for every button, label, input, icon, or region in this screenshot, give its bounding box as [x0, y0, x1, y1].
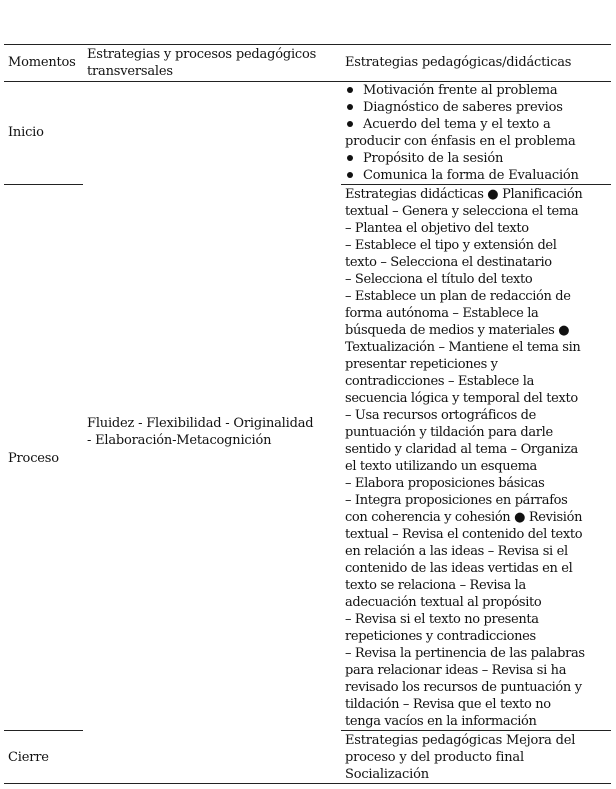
strategy-line: texto se relaciona – Revisa la — [345, 578, 526, 593]
strategy-line: búsqueda de medios y materiales ● — [345, 323, 570, 338]
cierre-strategies — [345, 732, 611, 783]
bullet-icon — [347, 155, 353, 161]
strategy-line: texto – Selecciona el destinatario — [345, 255, 552, 270]
moment-inicio: Inicio — [8, 125, 44, 140]
strategy-line: textual – Genera y selecciona el tema — [345, 204, 579, 219]
strategy-line: forma autónoma – Establece la — [345, 306, 539, 321]
list-item: Diagnóstico de saberes previos — [345, 99, 611, 116]
inicio-bottom-rule-col1 — [4, 184, 83, 185]
strategy-line: proceso y del producto final — [345, 750, 524, 765]
strategy-line: tenga vacíos en la información — [345, 714, 537, 729]
bullet-icon — [347, 104, 353, 110]
strategy-line: el texto utilizando un esquema — [345, 459, 537, 474]
strategy-line: – Integra proposiciones en párrafos — [345, 493, 568, 508]
proceso-bottom-rule-col1 — [4, 730, 83, 731]
strategy-line: contradicciones – Establece la — [345, 374, 535, 389]
strategy-line: presentar repeticiones y — [345, 357, 498, 372]
strategy-line: – Elabora proposiciones básicas — [345, 476, 545, 491]
strategy-line: – Plantea el objetivo del texto — [345, 221, 529, 236]
moment-cierre: Cierre — [8, 750, 49, 765]
list-item: Comunica la forma de Evaluación — [345, 167, 611, 184]
strategy-line: puntuación y tildación para darle — [345, 425, 553, 440]
moment-proceso: Proceso — [8, 451, 59, 466]
strategy-line: en relación a las ideas – Revisa si el — [345, 544, 568, 559]
table-bottom-rule — [4, 783, 611, 784]
header-didacticas: Estrategias pedagógicas/didácticas — [345, 55, 572, 70]
proceso-bottom-rule-col3 — [341, 730, 611, 731]
bullet-icon — [347, 121, 353, 127]
strategy-line: – Usa recursos ortográficos de — [345, 408, 536, 423]
strategy-line: adecuación textual al propósito — [345, 595, 542, 610]
strategy-line: textual – Revisa el contenido del texto — [345, 527, 583, 542]
strategy-line: – Revisa si el texto no presenta — [345, 612, 539, 627]
bullet-icon — [347, 172, 353, 178]
strategy-line: contenido de las ideas vertidas en el — [345, 561, 573, 576]
header-transversal: Estrategias y procesos pedagógicos transversales — [87, 47, 317, 79]
list-item: Acuerdo del tema y el texto a — [345, 116, 611, 133]
header-momentos: Momentos — [8, 55, 76, 70]
transversal-line: - Elaboración-Metacognición — [87, 433, 272, 448]
list-item: Propósito de la sesión — [345, 150, 611, 167]
strategy-line: Estrategias didácticas ● Planificación — [345, 187, 583, 202]
inicio-bottom-rule-col3 — [341, 184, 611, 185]
table-top-rule — [4, 44, 611, 45]
strategy-line: – Revisa la pertinencia de las palabras — [345, 646, 585, 661]
strategy-line: – Selecciona el título del texto — [345, 272, 533, 287]
strategy-line: sentido y claridad al tema – Organiza — [345, 442, 578, 457]
list-item: Motivación frente al problema — [345, 82, 611, 99]
strategy-line: revisado los recursos de puntuación y — [345, 680, 582, 695]
strategy-line: – Establece el tipo y extensión del — [345, 238, 557, 253]
strategy-line: Estrategias pedagógicas Mejora del — [345, 733, 576, 748]
transversal-processes — [87, 415, 313, 449]
strategy-line: para relacionar ideas – Revisa si ha — [345, 663, 567, 678]
strategy-line: repeticiones y contradicciones — [345, 629, 536, 644]
inicio-bullet-list — [345, 82, 611, 184]
bullet-icon — [347, 87, 353, 93]
strategy-line: Socialización — [345, 767, 429, 782]
strategy-line: – Establece un plan de redacción de — [345, 289, 571, 304]
strategy-line: secuencia lógica y temporal del texto — [345, 391, 578, 406]
list-item-continuation: producir con énfasis en el problema — [345, 134, 576, 149]
proceso-strategies — [345, 186, 611, 730]
transversal-line: Fluidez - Flexibilidad - Originalidad — [87, 416, 314, 431]
strategy-line: con coherencia y cohesión ● Revisión — [345, 510, 583, 525]
strategy-line: tildación – Revisa que el texto no — [345, 697, 551, 712]
strategy-line: Textualización – Mantiene el tema sin — [345, 340, 581, 355]
